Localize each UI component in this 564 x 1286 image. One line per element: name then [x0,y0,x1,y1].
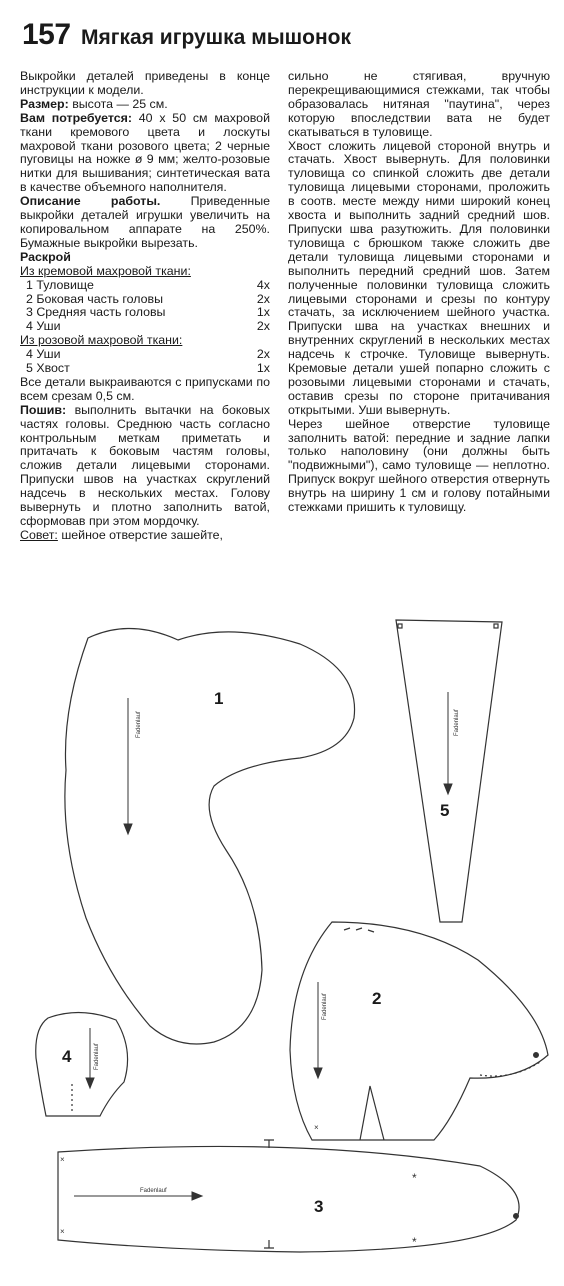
needs-text: 40 x 50 см махровой ткани кремового цвета и лоскуты махровой ткани розового цвета; 2 черные пуговицы на ножке ø 9 мм; желто-розовые нитки для вышивания; синтетическая вата в качестве объемного наполнителя. [20,110,270,195]
tail-mark [494,624,498,628]
list-item-qty: 4x [256,277,270,292]
cross-mark: × [60,1155,65,1164]
intro-text: Выкройки деталей приведены в конце инструкции к модели. [20,69,270,97]
group1-title: Из кремовой махровой ткани: [20,263,191,278]
list-item [20,306,270,320]
cross-mark: × [60,1227,65,1236]
needs-paragraph [20,112,270,195]
star-mark: * [412,1171,417,1185]
piece-label-4: 4 [62,1047,72,1066]
list-item-name: 4 Уши [26,319,61,334]
grain-label: Fadenlauf [136,711,142,738]
piece-label-3: 3 [314,1197,324,1216]
list-item-name: 3 Средняя часть головы [26,305,166,320]
sew-label: Пошив: [20,402,67,417]
page-title: Мягкая игрушка мышонок [81,26,352,49]
nose-mark [514,1214,519,1219]
piece-3-outline [58,1146,519,1252]
sew-paragraph [20,404,270,529]
piece-2-outline [290,922,548,1140]
eye-mark [534,1053,539,1058]
grain-label: Fadenlauf [454,709,460,736]
tip-label: Совет: [20,527,58,542]
list-item-qty: 1x [256,361,270,376]
list-item-qty: 1x [256,305,270,320]
list-item-name: 2 Боковая часть головы [26,291,164,306]
grainline-1-arrow [124,824,132,834]
list-item [20,320,270,334]
size-label: Размер: [20,96,69,111]
list-item [20,279,270,293]
list-item [20,293,270,307]
list-item-name: 1 Туловище [26,277,94,292]
piece-label-2: 2 [372,989,382,1008]
paragraph-3: Через шейное отверстие туловище заполнить ватой: передние и задние лапки только наполовину (они должны быть "подвижными"), само туловище — неплотно. Припуск вокруг шейного отверстия отвернуть внутрь на ширину 1 см и голову потайными стежками пришить к туловищу. [288,416,550,515]
list-item-qty: 2x [256,291,270,306]
list-item [20,362,270,376]
piece-label-5: 5 [440,801,450,820]
list-item-qty: 2x [256,347,270,362]
grainline-4-arrow [86,1078,94,1088]
tip-text: шейное отверстие зашейте, [57,527,223,542]
piece-5-outline [396,620,502,922]
group2-title: Из розовой махровой ткани: [20,333,183,348]
size-text: высота — 25 см. [68,96,168,111]
list-item-name: 5 Хвост [26,361,70,376]
desc-paragraph [20,195,270,251]
paragraph-1: сильно не стягивая, вручную перекрещивающимися стежками, так чтобы образовалась нитяная "паутина", через которую впоследствии вата не будет скатываться в туловище. [288,69,550,139]
grainline-2-arrow [314,1068,322,1078]
allowance-text: Все детали выкраиваются с припусками по всем срезам 0,5 см. [20,374,270,403]
sew-text: выполнить вытачки на боковых частях головы. Среднюю часть согласно контрольным меткам приметать и притачать к боковым частям головы, сложив детали лицевыми сторонами. Припуски швов на участках скруглений надсечь в нескольких местах. Голову вывернуть и плотно заполнить ватой, сформовав при этом мордочку. [20,402,270,528]
size-paragraph [20,98,270,112]
desc-label: Описание работы. [20,194,161,209]
page-header [22,18,351,52]
cross-mark: × [314,1123,319,1132]
left-column [20,70,270,543]
list-item-qty: 2x [256,319,270,334]
grainline-3-arrow [192,1192,202,1200]
head-dart [480,1062,540,1076]
piece-label-1: 1 [214,689,224,708]
head-marks [344,928,374,932]
head-middle-marks [264,1140,274,1248]
grain-label: Fadenlauf [322,993,328,1020]
piece-1-outline [65,628,355,1044]
grainline-5-arrow [444,784,452,794]
page-number: 157 [22,18,71,51]
pattern-sheet [0,600,564,1286]
piece-4-outline [36,1012,128,1116]
tip-paragraph [20,529,270,543]
list-item [20,348,270,362]
desc-text: Приведенные выкройки деталей игрушки увеличить на копировальном аппарате на 250%. Бумажные выкройки вырезать. [20,194,270,250]
paragraph-2: Хвост сложить лицевой стороной внутрь и стачать. Хвост вывернуть. Для половинки туловища со спинкой сложить две детали туловища лицевыми сторонами, проложить в соотв. месте между ними широкий конец хвоста и выполнить задний средний шов. Припуски шва разутюжить. Для половинки туловища с брюшком также сложить две детали туловища лицевыми сторонами и выполнить передний средний шов. Затем полученные половинки туловища сложить лицевыми сторонами и срезы по контуру стачать, за исключением шейного участка. Припуски шва на участках внешних и внутренних скруглений в нескольких местах надсечь к строчке. Туловище вывернуть. Кремовые детали ушей попарно сложить с розовыми лицевыми сторонами и стачать, оставив срезы по стороне притачивания открытыми. Уши вывернуть. [288,138,550,417]
star-mark: * [412,1235,417,1249]
grain-label: Fadenlauf [94,1043,100,1070]
tail-mark [398,624,402,628]
right-column [288,70,550,515]
needs-label: Вам потребуется: [20,110,132,125]
cut-heading: Раскрой [20,249,71,264]
grain-label: Fadenlauf [140,1188,167,1194]
list-item-name: 4 Уши [26,347,61,362]
